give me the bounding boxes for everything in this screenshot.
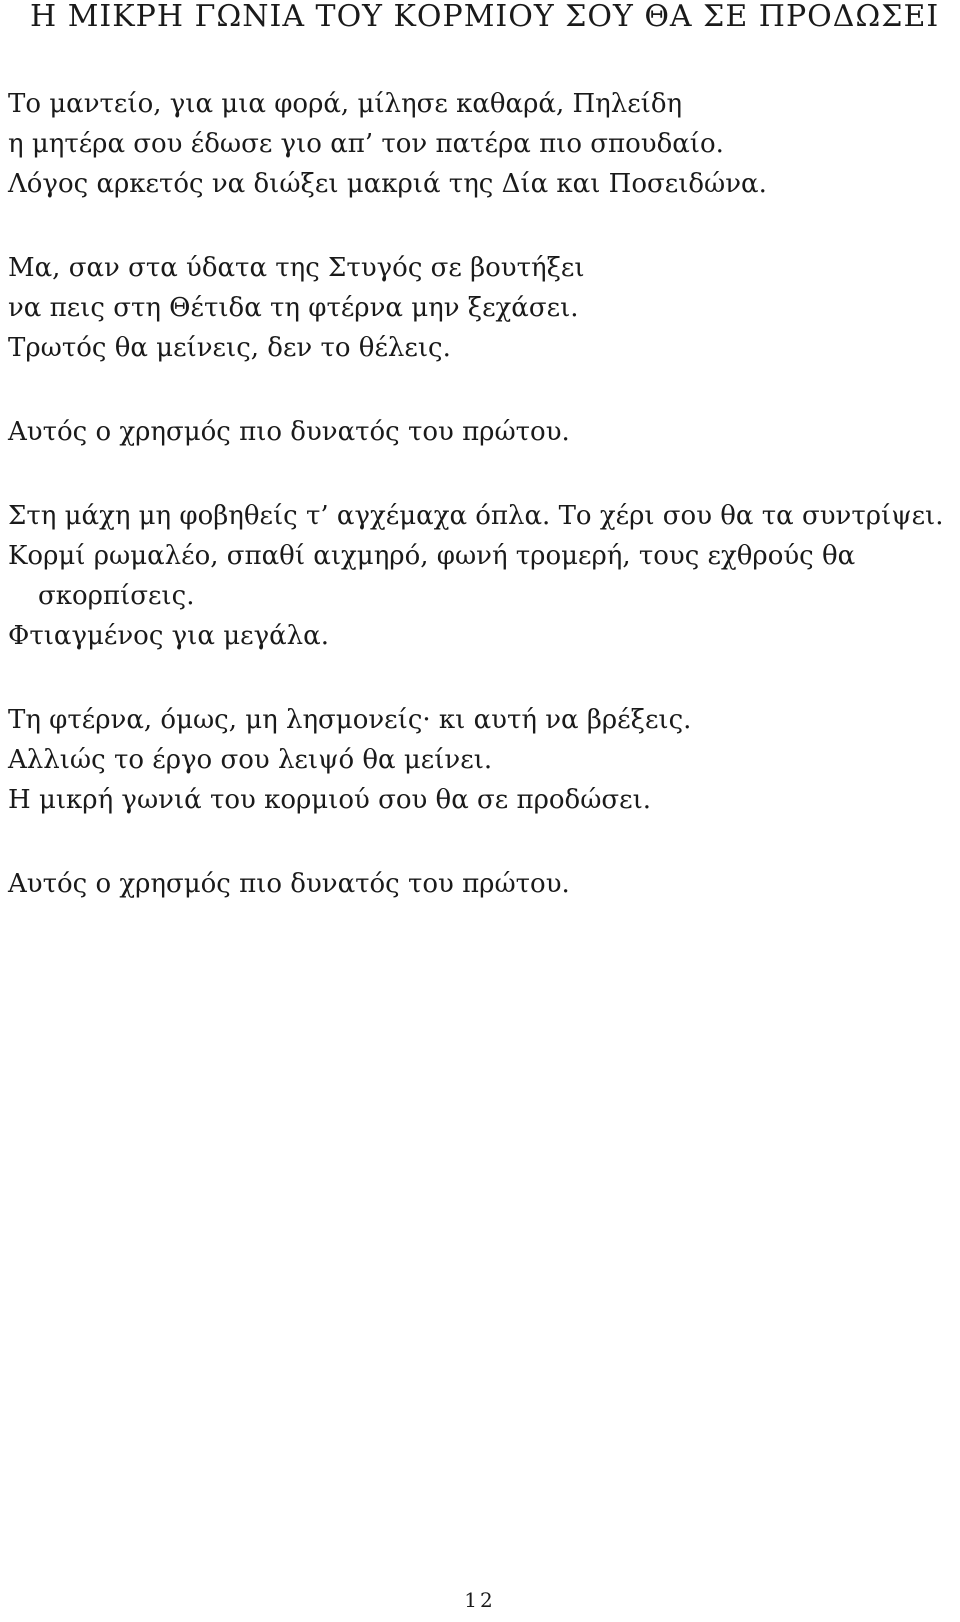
poem-line: Στη μάχη μη φοβηθείς τ’ αγχέμαχα όπλα. Το χέρι σου θα τα συντρίψει. bbox=[8, 501, 944, 531]
stanza-1 bbox=[8, 84, 952, 204]
stanza-6 bbox=[8, 864, 952, 904]
poem-line: Αλλιώς το έργο σου λειψό θα μείνει. bbox=[8, 745, 493, 775]
poem-line: Αυτός ο χρησμός πιο δυνατός του πρώτου. bbox=[8, 869, 570, 899]
poem-line: να πεις στη Θέτιδα τη φτέρνα μην ξεχάσει. bbox=[8, 293, 579, 323]
stanza-4 bbox=[8, 496, 952, 656]
poem-line: Τρωτός θα μείνεις, δεν το θέλεις. bbox=[8, 333, 451, 363]
stanza-5 bbox=[8, 700, 952, 820]
poem-title: Η ΜΙΚΡΗ ΓΩΝΙΑ ΤΟΥ ΚΟΡΜΙΟΥ ΣΟΥ ΘΑ ΣΕ ΠΡΟΔΩΣΕΙ bbox=[30, 0, 940, 34]
poem-line: Το μαντείο, για μια φορά, μίλησε καθαρά, Πηλείδη bbox=[8, 89, 683, 119]
poem-line: Η μικρή γωνιά του κορμιού σου θα σε προδώσει. bbox=[8, 785, 652, 815]
poem-body bbox=[8, 84, 952, 948]
stanza-2 bbox=[8, 248, 952, 368]
poem-line: Τη φτέρνα, όμως, μη λησμονείς· κι αυτή να βρέξεις. bbox=[8, 705, 692, 735]
poem-line: η μητέρα σου έδωσε γιο απ’ τον πατέρα πιο σπουδαίο. bbox=[8, 129, 724, 159]
poem-line: Μα, σαν στα ύδατα της Στυγός σε βουτήξει bbox=[8, 253, 585, 283]
poem-line: Φτιαγμένος για μεγάλα. bbox=[8, 621, 329, 651]
page-number: 12 bbox=[464, 1588, 496, 1612]
poem-line: Αυτός ο χρησμός πιο δυνατός του πρώτου. bbox=[8, 417, 570, 447]
poem-line: Λόγος αρκετός να διώξει μακριά της Δία και Ποσειδώνα. bbox=[8, 169, 767, 199]
stanza-3 bbox=[8, 412, 952, 452]
poem-line: Κορμί ρωμαλέο, σπαθί αιχμηρό, φωνή τρομερή, τους εχθρούς θα σκορπίσεις. bbox=[8, 541, 856, 611]
